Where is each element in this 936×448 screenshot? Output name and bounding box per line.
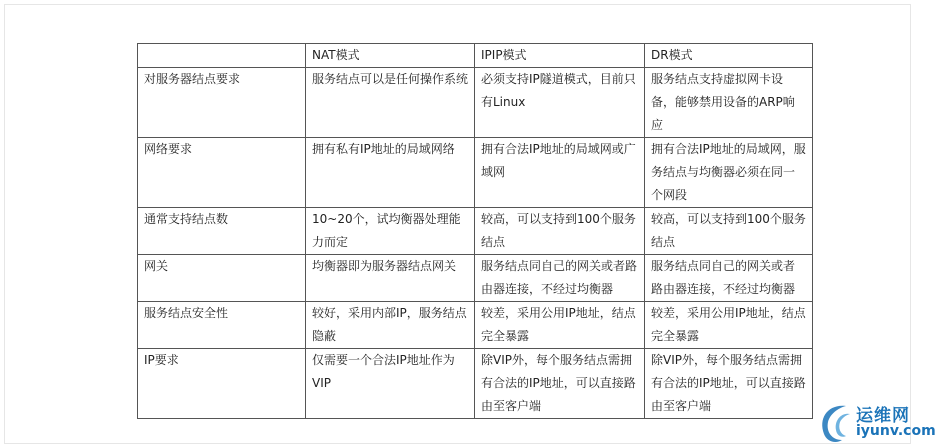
- row-label: 网关: [138, 255, 306, 302]
- table-row: [138, 138, 813, 208]
- table-header-row: [138, 44, 813, 68]
- watermark-en: iyunv.com: [856, 423, 936, 439]
- site-watermark: [816, 400, 936, 446]
- table-cell: 除VIP外，每个服务结点需拥有合法的IP地址，可以直接路由至客户端: [645, 349, 813, 419]
- table-cell: 服务结点同自己的网关或者路由器连接，不经过均衡器: [645, 255, 813, 302]
- table-cell: 较高，可以支持到100个服务结点: [645, 208, 813, 255]
- table-cell: 除VIP外，每个服务结点需拥有合法的IP地址，可以直接路由至客户端: [475, 349, 645, 419]
- table-cell: 仅需要一个合法IP地址作为VIP: [306, 349, 475, 419]
- table-cell: 服务结点支持虚拟网卡设备，能够禁用设备的ARP响应: [645, 68, 813, 138]
- table-cell: 较好，采用内部IP，服务结点隐蔽: [306, 302, 475, 349]
- table-cell: 较差，采用公用IP地址，结点完全暴露: [645, 302, 813, 349]
- header-cell-dr: DR模式: [645, 44, 813, 68]
- table-row: [138, 255, 813, 302]
- table-cell: 拥有合法IP地址的局域网或广域网: [475, 138, 645, 208]
- row-label: 网络要求: [138, 138, 306, 208]
- table-row: [138, 208, 813, 255]
- table-cell: 拥有私有IP地址的局域网络: [306, 138, 475, 208]
- watermark-cn: 运维网: [856, 406, 910, 426]
- row-label: 服务结点安全性: [138, 302, 306, 349]
- table-row: [138, 68, 813, 138]
- table-row: [138, 349, 813, 419]
- table-cell: 均衡器即为服务器结点网关: [306, 255, 475, 302]
- table-cell: 较高，可以支持到100个服务结点: [475, 208, 645, 255]
- table-row: [138, 302, 813, 349]
- table-cell: 拥有合法IP地址的局域网，服务结点与均衡器必须在同一个网段: [645, 138, 813, 208]
- table-cell: 必须支持IP隧道模式，目前只有Linux: [475, 68, 645, 138]
- row-label: IP要求: [138, 349, 306, 419]
- header-cell-ipip: IPIP模式: [475, 44, 645, 68]
- table-cell: 较差，采用公用IP地址，结点完全暴露: [475, 302, 645, 349]
- swoosh-logo-icon: [816, 400, 856, 446]
- header-cell-blank: [138, 44, 306, 68]
- header-cell-nat: NAT模式: [306, 44, 475, 68]
- comparison-table: [137, 43, 813, 419]
- row-label: 通常支持结点数: [138, 208, 306, 255]
- table-cell: 10~20个，试均衡器处理能力而定: [306, 208, 475, 255]
- table-cell: 服务结点可以是任何操作系统: [306, 68, 475, 138]
- table-cell: 服务结点同自己的网关或者路由器连接，不经过均衡器: [475, 255, 645, 302]
- row-label: 对服务器结点要求: [138, 68, 306, 138]
